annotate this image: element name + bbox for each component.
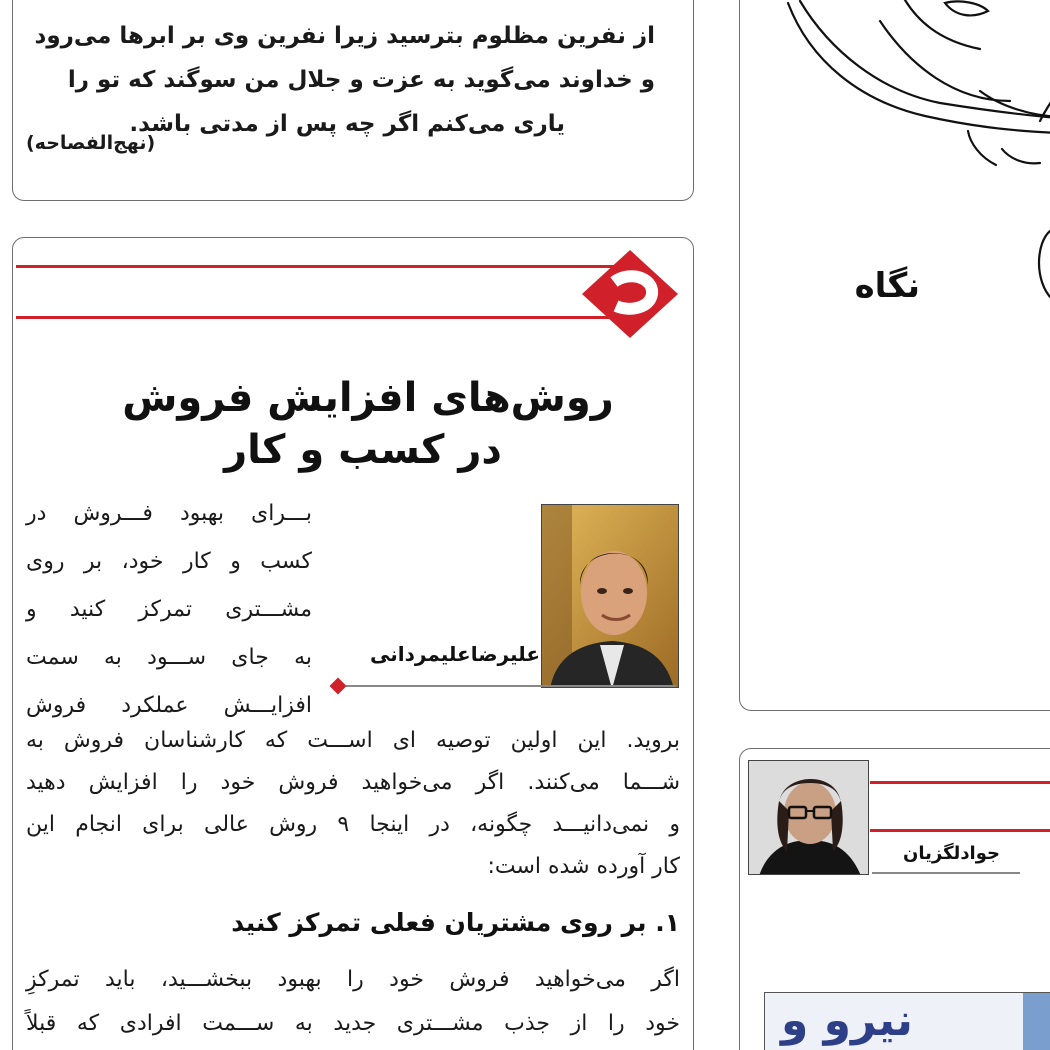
- ad-color-strip: [1023, 993, 1050, 1050]
- headline-line: روش‌های افزایش فروش: [122, 375, 614, 421]
- byline-underline: [346, 685, 676, 687]
- quote-line: یاری می‌کنم اگر چه پس از مدتی باشد.: [129, 111, 565, 137]
- author-name-javad: جوادلگزیان: [903, 843, 1000, 864]
- text-line: بروید. این اولین توصیه ای اســـت که کارشناسان فروش به: [26, 728, 680, 753]
- right-top-rule: [870, 781, 1050, 784]
- text-line: شـــما می‌کنند. اگر می‌خواهید فروش خود را افزایش دهید: [26, 770, 680, 795]
- right-column-top-box: [739, 0, 1050, 711]
- article-body-paragraph: [26, 720, 680, 888]
- text-line: و نمی‌دانیـــد چگونه، در اینجا ۹ روش عالی برای انجام این: [26, 812, 681, 837]
- text-line: افزایـــش عملکرد فروش: [26, 693, 312, 718]
- quote-source: (نهج‌الفصاحه): [26, 132, 156, 154]
- advertisement-box: [764, 992, 1050, 1050]
- text-line: کار آورده شده است:: [487, 854, 680, 879]
- text-line: بـــرای بهبود فـــروش در: [26, 501, 312, 526]
- text-line: به جای ســـود به سمت: [26, 645, 312, 670]
- text-line: خود را از جذب مشـــتری جدید به ســـمت افرادی که قبلاً: [26, 1011, 680, 1036]
- ad-title: نیرو و: [781, 995, 913, 1046]
- text-line: مشـــتری تمرکز کنید و: [26, 597, 312, 622]
- article-headline: [12, 372, 694, 476]
- section-top-rule: [16, 265, 616, 268]
- calligraphy-illustration: [740, 0, 1050, 711]
- right-bottom-rule: [870, 829, 1050, 832]
- byline-underline-javad: [872, 872, 1020, 874]
- section-bottom-rule: [16, 316, 616, 319]
- text-line: کسب و کار خود، بر روی: [26, 549, 312, 574]
- author-name-alireza: علیرضاعلیمردانی: [370, 642, 540, 666]
- article-body-paragraph-2: [26, 958, 680, 1046]
- headline-line: در کسب و کار: [224, 427, 502, 473]
- author-photo-alireza: [541, 504, 679, 688]
- section-label: نگاه: [854, 266, 920, 306]
- text-line: اگر می‌خواهید فروش خود را بهبود ببخشـــید، باید تمرکزِ: [26, 967, 680, 992]
- article-subheading: ۱. بر روی مشتریان فعلی تمرکز کنید: [231, 908, 680, 937]
- author-photo-javad: [748, 760, 869, 875]
- quote-line: از نفرین مظلوم بترسید زیرا نفرین وی بر ابرها می‌رود: [34, 23, 655, 49]
- section-logo-icon: [580, 248, 680, 340]
- article-intro-column: [26, 490, 312, 730]
- quote-text: [30, 14, 655, 146]
- quote-line: و خداوند می‌گوید به عزت و جلال من سوگند که تو را: [67, 67, 655, 93]
